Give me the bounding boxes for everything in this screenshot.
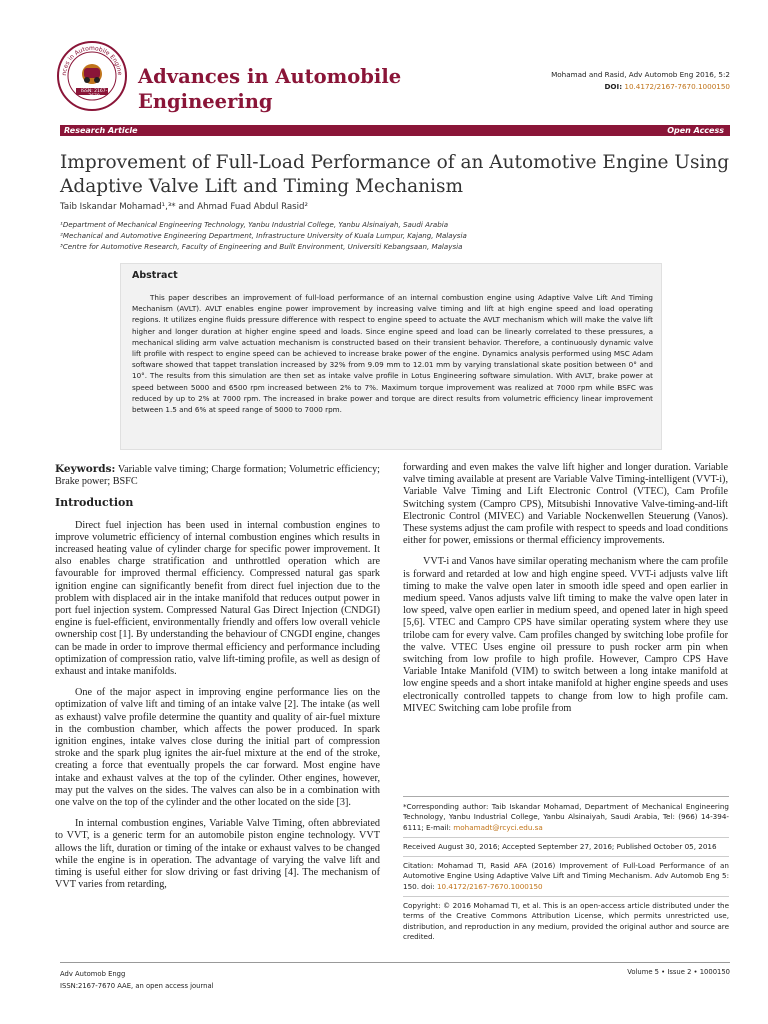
paragraph: In internal combustion engines, Variable Valve Timing, often abbreviated to VVT, is a generic term for an automobile piston engine technology. VVT allows the lift, duration or timing of the intake or exhaust valves to be changed while the engine is in operation. The advantage of varying the valve lift and timing is useful either for slow driving or fast driving [4]. The mechanism of VVT varies from retarding,: [55, 818, 380, 891]
authors: Taib Iskandar Mohamad¹,³* and Ahmad Fuad Abdul Rasid²: [60, 202, 308, 212]
abstract-box: [120, 263, 662, 450]
abstract-heading: Abstract: [132, 270, 178, 281]
copyright: Copyright: © 2016 Mohamad TI, et al. This is an open-access article distributed under the terms of the Creative Commons Attribution License, which permits unrestricted use, distribution, and reproduction in any medium, provided the original author and source are credited.: [403, 901, 729, 941]
paragraph: VVT-i and Vanos have similar operating mechanism where the cam profile is forward and retarded at low and high engine speed. VVT-i adjusts valve lift timing to make the valve open later in smooth idle speed and open earlier in medium speed. Vanos adjusts valve lift timing to make the valve open later in low speed, valve open earlier in medium speed, and opened later in high speed [5,6]. VTEC and Campro CPS have similar operating system where they use trilobe cam for every valve. Cam profiles changed by switching lobe profile for the valve. VTEC Uses engine oil pressure to push rocker arm pin when switching from low profile to high profile. However, Campro CPS Have Variable Intake Manifold (VIM) to switch between a long intake manifold at low engine speeds and a short intake manifold at higher engine speeds and uses electronically controlled tappets to change from low to high profile cam. MIVEC Switching cam lobe profile from: [403, 556, 728, 714]
citation-text: Citation: Mohamad TI, Rasid AFA (2016) Improvement of Full-Load Performance of an Automotive Engine Using Adaptive Valve Lift and Timing Mechanism. Adv Automob Eng 5: 150. doi:: [403, 861, 729, 891]
footnotes: [403, 796, 729, 942]
introduction-heading: Introduction: [55, 496, 134, 510]
affiliation: ¹Department of Mechanical Engineering Technology, Yanbu Industrial College, Yanbu Alsinaiyah, Saudi Arabia: [60, 220, 449, 229]
affiliation: ³Centre for Automotive Research, Faculty of Engineering and Built Environment, Universiti Kebangsaan, Malaysia: [60, 242, 463, 251]
email-link[interactable]: mohamadt@rcyci.edu.sa: [453, 822, 543, 832]
paragraph: One of the major aspect in improving engine performance lies on the optimization of valve lift and timing of an intake valve [2]. The intake (as well as exhaust) valve profile determine the quantity and quality of air-fuel mixture in the combustion chamber, which affects the power produced. In spark ignition engines, intake valves close during the initial part of compression stroke and the spark plug ignites the air-fuel mixture at the end of the stroke, creating a force that eventually propels the car forward. Most engine have intake and exhaust valves at the top of the cylinder. Other engines, however, may put the valves on the sides. The valves can also be in a combination with one valve on the top of the cylinder and the other located on the side [3].: [55, 687, 380, 809]
corresponding-text: *Corresponding author: Taib Iskandar Mohamad, Department of Mechanical Engineering Technology, Yanbu Industrial College, Yanbu Alsinaiyah, Saudi Arabia, Tel: (966) 14-394-6111; E-mail:: [403, 802, 729, 832]
paper-title: Improvement of Full-Load Performance of an Automotive Engine Using Adaptive Valve Lift and Timing Mechanism: [60, 152, 730, 197]
footer-volume: Volume 5 • Issue 2 • 1000150: [627, 968, 730, 976]
journal-logo: [56, 40, 128, 112]
citation-header: [551, 69, 730, 93]
journal-title: Advances in Automobile Engineering: [138, 65, 402, 113]
article-type-bar: [60, 125, 730, 136]
footnote-divider: [403, 856, 729, 857]
received-dates: Received August 30, 2016; Accepted September 27, 2016; Published October 05, 2016: [403, 841, 717, 851]
footnote-divider: [403, 796, 729, 797]
citation-doi-link[interactable]: 10.4172/2167-7670.1000150: [436, 881, 543, 891]
keywords: [55, 463, 380, 488]
affiliation: ²Mechanical and Automotive Engineering Department, Infrastructure University of Kuala Lumpur, Kajang, Malaysia: [60, 231, 467, 240]
keywords-label: Keywords:: [55, 463, 116, 475]
footer-left: [60, 968, 214, 992]
footer-journal: Adv Automob Engg: [60, 970, 126, 978]
open-access-label: Open Access: [667, 126, 724, 135]
svg-text:Advances in Automobile Enginee: nces in Automobile Engine: [60, 44, 124, 76]
research-article-label: Research Article: [64, 126, 138, 135]
left-column: [55, 463, 380, 901]
right-column: [403, 462, 728, 724]
footer-issn: ISSN:2167-7670 AAE, an open access journal: [60, 982, 214, 990]
paragraph: Direct fuel injection has been used in internal combustion engines to improve volumetric efficiency of internal combustion engines which results in increased heating value of cylinder charge for specific power improvement. It also enables charge stratification and unthrottled operation which are favourable for improved thermal efficiency. Compressed natural gas spark ignition engine can significantly benefit from direct fuel injection due to the problem with displaced air in the intake manifold that reduces output power in port fuel injection system. Compressed Natural Gas Direct Injection (CNDGI) engine is fuel-efficient, environmentally friendly and offers low overall vehicle ownership cost [1]. By understanding the behaviour of CNGDI engine, changes can be made in order to improve thermal efficiency and performance including optimization of compression ratio, valve lift-timing profile, as well as design of exhaust and intake manifolds.: [55, 519, 380, 678]
keywords-text: Variable valve timing; Charge formation; Volumetric efficiency; Brake power; BSFC: [55, 464, 380, 488]
footer-divider: [60, 962, 730, 963]
footnote-divider: [403, 896, 729, 897]
paragraph: forwarding and even makes the valve lift higher and longer duration. Variable valve timing available at present are Variable Valve Timing-intelligent (VVT-i), Variable Valve Timing and Lift Electronic Control (VTEC), Cam Profile Switching system (Campro CPS), Mitsubishi Innovative Valve-timing-and-lift Electronic Control (MIVEC) and Variable Nockenwellen Steuerung (Vanos). These systems adjust the cam profile with respect to speeds and load conditions either for power, emissions or thermal efficiency improvements.: [403, 462, 728, 547]
corresponding-author: [403, 802, 729, 833]
affiliations: [60, 219, 467, 252]
logo-issn: ISSN: 2167-7670: [80, 89, 108, 99]
abstract-text: This paper describes an improvement of full-load performance of an internal combustion engine using Adaptive Valve Lift And Timing Mechanism (AVLT). AVLT enables engine power improvement by increasing valve timing and lift at high engine speed and load operating regions. It utilizes engine fluids pressure difference with respect to engine speed to actuate the AVLT mechanism which will make the valve lift higher and longer duration at higher engine speed and loads. Since engine speed and load can be linearly correlated to these pressures, a mechanical sliding arm valve actuation mechanism is constructed based on their transient behavior. Therefore, a continuously dynamic valve lift profile with respect to engine speed can be achieved to increase brake power of the engine. Dynamics analysis performed using MSC Adam software showed that tappet translation increased by 32% from 9.09 mm to 12.01 mm by varying translational skate position between 0° and 10°. The results from this simulation are then set as intake valve profile in Lotus Engineering software simulation. With AVLT, brake power at speed between 5000 and 6500 rpm increased between 2% to 7%. Maximum torque improvement was realized at 7000 rpm while BSFC was reduced by up to 2% at 7000 rpm. The increased in brake power and torque are direct results from volumetric efficiency linear improvement between 1.5 and 6% at speed range of 5000 to 7000 rpm.: [132, 293, 653, 415]
footnote-divider: [403, 837, 729, 838]
citation-line: Mohamad and Rasid, Adv Automob Eng 2016, 5:2: [551, 70, 730, 79]
doi-link[interactable]: 10.4172/2167-7670.1000150: [624, 82, 730, 91]
doi-label: DOI:: [604, 82, 623, 91]
citation: [403, 861, 729, 892]
